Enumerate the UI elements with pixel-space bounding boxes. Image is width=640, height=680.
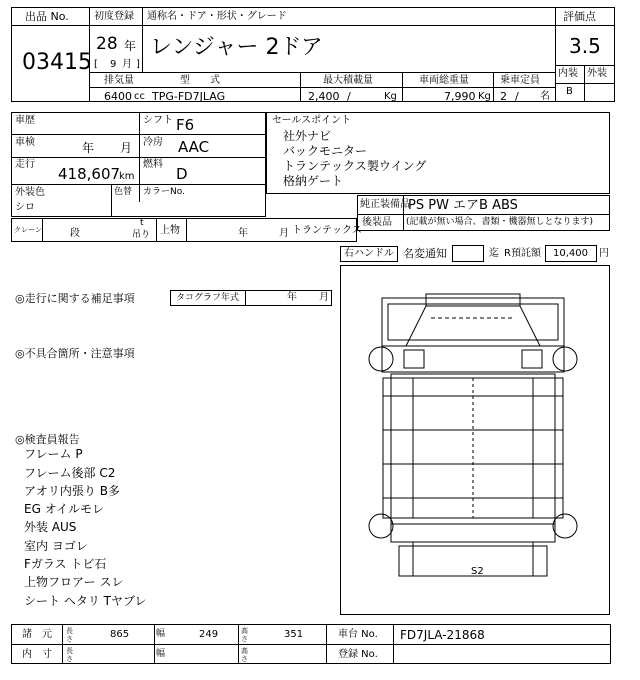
exterior-label: 外装	[587, 68, 607, 79]
tachograph-year-unit: 年	[287, 292, 297, 303]
name-change-label: 名変通知	[403, 247, 447, 260]
std-equipment-label: 純正装備品	[360, 199, 410, 210]
chassis-no: FD7JLA-21868	[400, 628, 485, 642]
driving-notes-label: ◎走行に関する補足事項	[15, 292, 135, 305]
inner-length-label: 長さ	[66, 647, 73, 663]
model-type: TPG-FD7JLAG	[152, 90, 226, 103]
truck-diagram	[340, 265, 610, 615]
lot-no-label: 出品 No.	[25, 10, 69, 23]
plate-label: 登録 No.	[338, 649, 378, 660]
height-label: 高さ	[241, 627, 248, 643]
ac-label: 冷房	[143, 137, 163, 148]
shift-value: F6	[176, 116, 195, 134]
recycle-amount: 10,400	[553, 248, 588, 259]
reg-month-bracket-close: ]	[136, 59, 140, 70]
name-change-sep: 迄	[489, 248, 499, 259]
mileage-unit: km	[119, 171, 135, 182]
ac-value: AAC	[178, 138, 210, 156]
reg-year: 28	[96, 34, 118, 54]
model-type-label: 型 式	[180, 75, 220, 86]
color-value: シロ	[15, 202, 35, 213]
inner-height-label: 高さ	[241, 647, 248, 663]
gvw-unit: Kg	[478, 91, 491, 102]
body-maker: トランテックス	[292, 225, 362, 236]
rhd-label: 右ハンドル	[344, 248, 394, 259]
std-equipment: PS PW エアB ABS	[408, 198, 518, 213]
reg-month-bracket-open: [	[94, 59, 98, 70]
aftermarket-label: 後装品	[362, 217, 392, 228]
crane-stage-unit: 段	[70, 228, 80, 239]
history-label: 車歴	[15, 115, 35, 126]
inner-width-label: 幅	[156, 649, 166, 659]
inspector-item-4: EG オイルモレ	[24, 502, 105, 516]
body-month-unit: 月	[279, 228, 289, 239]
tachograph-label: タコグラフ年式	[176, 293, 240, 303]
capacity-label: 乗車定員	[500, 75, 540, 86]
width-label: 幅	[156, 629, 166, 639]
capacity-sep: /	[515, 90, 519, 103]
displacement: 6400	[104, 90, 132, 103]
grade-label: 評価点	[563, 10, 596, 23]
capacity: 2	[500, 90, 507, 103]
color-no-label: 色替	[114, 187, 133, 197]
max-load-label: 最大積載量	[323, 75, 373, 86]
reg-month: 9	[110, 59, 117, 70]
name-door-grade-label: 通称名・ドア・形状・グレード	[147, 11, 287, 22]
color-label: 外装色	[15, 187, 45, 198]
tachograph-month-unit: 月	[319, 292, 329, 303]
year-unit: 年	[124, 39, 137, 53]
gvw-label: 車両総重量	[419, 75, 469, 86]
crane-hang-unit: 吊り	[132, 230, 151, 240]
max-load-unit: Kg	[384, 91, 397, 102]
color-code-label: カラーNo.	[143, 187, 185, 197]
mileage-label: 走行	[15, 159, 35, 170]
fuel-value: D	[176, 165, 188, 183]
body-label: 上物	[160, 225, 180, 236]
interior-label: 内装	[558, 68, 578, 79]
inspector-item-3: アオリ内張り B多	[24, 484, 120, 498]
inspector-item-1: フレーム P	[24, 447, 83, 461]
mileage-value: 418,607	[58, 165, 121, 183]
fuel-label: 燃料	[143, 159, 163, 170]
max-load-sep: /	[347, 90, 351, 103]
truck-outline-drawing	[341, 266, 609, 614]
gvw: 7,990	[444, 90, 476, 103]
spec-label: 諸 元	[22, 629, 52, 640]
shift-label: シフト	[143, 115, 173, 126]
sales-point-2: バックモニター	[283, 144, 368, 158]
inner-label: 内 寸	[22, 649, 52, 660]
chassis-label: 車台 No.	[338, 629, 378, 640]
capacity-unit: 名	[540, 91, 550, 102]
interior-grade: B	[566, 86, 573, 97]
inspector-label: ◎検査員報告	[15, 433, 80, 446]
sales-point-3: トランテックス製ウイング	[283, 159, 427, 173]
month-unit: 月	[122, 59, 132, 70]
displacement-unit: cc	[134, 91, 145, 102]
recycle-label: R預託額	[504, 248, 541, 259]
inspector-item-7: Fガラス トビ石	[24, 557, 107, 571]
inspector-item-5: 外装 AUS	[24, 520, 77, 534]
inspector-item-8: 上物フロアー スレ	[24, 575, 124, 589]
length-value: 865	[110, 629, 130, 640]
inspection-label: 車検	[15, 137, 35, 148]
inspection-year-unit: 年	[82, 141, 95, 155]
first-reg-label: 初度登録	[94, 11, 134, 22]
aftermarket-note: (記載が無い場合、書類・機器無しとなります)	[406, 217, 594, 227]
displacement-label: 排気量	[104, 75, 134, 86]
rear-mark-label: S2	[471, 566, 484, 577]
height-value: 351	[284, 629, 304, 640]
width-value: 249	[199, 629, 219, 640]
inspector-item-2: フレーム後部 C2	[24, 466, 116, 480]
body-year-unit: 年	[238, 228, 248, 239]
lot-no: 03415	[22, 50, 92, 75]
sales-points-label: セールスポイント	[272, 115, 352, 126]
overall-grade: 3.5	[569, 34, 601, 58]
crane-ton-unit: t	[140, 218, 144, 228]
crane-label: クレーン	[14, 226, 42, 234]
model-name: レンジャー 2ドア	[150, 35, 323, 60]
length-label: 長さ	[66, 627, 73, 643]
inspector-item-6: 室内 ヨゴレ	[24, 539, 88, 553]
max-load: 2,400	[308, 90, 340, 103]
inspector-item-9: シート ヘタリ Tヤブレ	[24, 594, 147, 608]
recycle-unit: 円	[599, 248, 609, 259]
sales-point-4: 格納ゲート	[283, 174, 344, 188]
inspection-month-unit: 月	[120, 141, 133, 155]
sales-point-1: 社外ナビ	[283, 129, 332, 143]
defects-label: ◎不具合箇所・注意事項	[15, 347, 135, 360]
